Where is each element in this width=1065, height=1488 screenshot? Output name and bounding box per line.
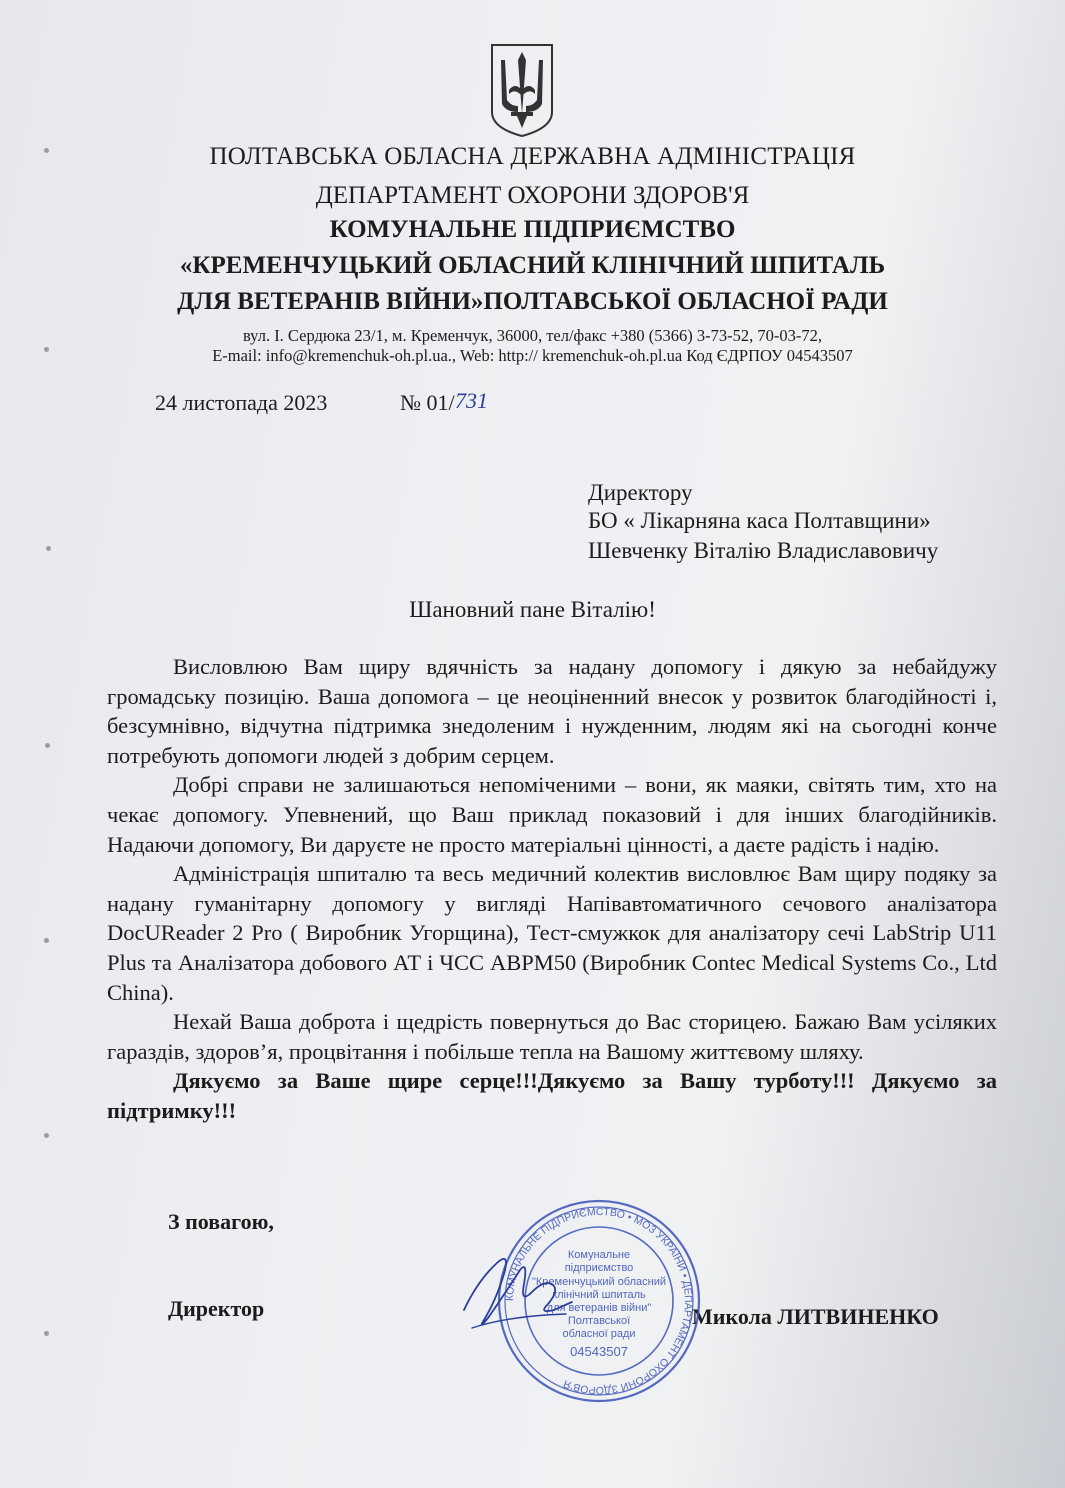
paragraph: Адміністрація шпиталю та весь медичний колектив висловлює Вам щиру подяку за надану гуманітарну допомогу у вигляді Напівавтоматичного сечового аналізатора DocUReader 2 Pro ( Виробник Угорщина), Тест-смужкок для аналізатору сечі LabStrip U11 Plus та Аналізатора добового АТ і ЧСС ABPM50 (Виробник Contec Medical Systems Co., Ltd China). [107, 861, 997, 1005]
punch-hole [44, 938, 49, 943]
stamp-text: "Кременчуцький обласний [531, 1276, 667, 1288]
header-address: вул. І. Сердюка 23/1, м. Кременчук, 36000, тел/факс +380 (5366) 3-73-52, 70-03-72, [242, 326, 823, 345]
coat-of-arms-icon [489, 42, 555, 138]
stamp-text: підприємство [564, 1262, 634, 1274]
stamp-outer-text: КОМУНАЛЬНЕ ПІДПРИЄМСТВО • МОЗ УКРАЇНИ • ДЕПАРТАМЕНТ ОХОРОНИ ЗДОРОВ'Я [503, 1205, 695, 1397]
recipient-organization: БО « Лікарняна каса Полтавщини» [588, 508, 931, 533]
stamp-text: обласної ради [562, 1328, 636, 1340]
header-line-enterprise: КОМУНАЛЬНЕ ПІДПРИЄМСТВО [329, 216, 736, 243]
punch-hole [44, 1331, 49, 1336]
header-line-department: ДЕПАРТАМЕНТ ОХОРОНИ ЗДОРОВ'Я [315, 182, 750, 209]
punch-hole [44, 1133, 49, 1138]
header-line-hospital: «КРЕМЕНЧУЦЬКИЙ ОБЛАСНИЙ КЛІНІЧНИЙ ШПИТАЛЬ [179, 252, 886, 279]
letter-number-label: № 01/ [400, 390, 455, 415]
paragraph: Висловлюю Вам щиру вдячність за надану допомогу і дякую за небайдужу громадську позицію. Ваша допомога – це неоціненний внесок у розвиток благодійності і, безсумнівно, відчутна підтримка знедоленим і нужденним, людям які на сьогодні конче потребують допомоги людей з добрим серцем. [107, 654, 997, 768]
header-contacts: E-mail: info@kremenchuk-oh.pl.ua., Web: http:// kremenchuk-oh.pl.ua Код ЄДРПОУ 04543507 [212, 346, 853, 365]
signatory-position: Директор [168, 1296, 265, 1321]
header-line-council: ДЛЯ ВЕТЕРАНІВ ВІЙНИ»ПОЛТАВСЬКОЇ ОБЛАСНОЇ РАДИ [177, 288, 888, 315]
letter-date: 24 листопада 2023 [155, 390, 328, 415]
punch-hole [45, 743, 50, 748]
recipient-position: Директору [588, 480, 693, 505]
signature [458, 1240, 578, 1340]
stamp-text: Полтавської [567, 1315, 631, 1327]
closing-regards: З повагою, [168, 1209, 274, 1234]
recipient-name: Шевченку Віталію Владиславовичу [588, 538, 939, 563]
stamp-text: для ветеранів війни" [546, 1302, 652, 1314]
signatory-name: Микола ЛИТВИНЕНКО [692, 1304, 939, 1329]
greeting: Шановний пане Віталію! [409, 597, 656, 622]
paragraph: Добрі справи не залишаються непоміченими – вони, як маяки, світять тим, хто на чекає допомогу. Упевнений, що Ваш приклад показовий і для інших благодійників. Надаючи допомогу, Ви даруєте не просто матеріальні цінності, а даєте радість і надію. [107, 772, 997, 857]
header-line-administration: ПОЛТАВСЬКА ОБЛАСНА ДЕРЖАВНА АДМІНІСТРАЦІЯ [209, 143, 856, 170]
letter-number-handwritten: 731 [455, 388, 488, 413]
letter-body [107, 652, 997, 1126]
punch-hole [46, 546, 51, 551]
paragraph-thanks: Дякуємо за Ваше щире серце!!!Дякуємо за Вашу турботу!!! Дякуємо за підтримку!!! [107, 1068, 997, 1123]
stamp-code: 04543507 [570, 1344, 628, 1359]
stamp-text: Комунальне [567, 1249, 631, 1261]
stamp-text: клінічний шпиталь [552, 1289, 646, 1301]
paragraph: Нехай Ваша доброта і щедрість повернуться до Вас сторицею. Бажаю Вам усіляких гараздів, здоров’я, процвітання і побільше тепла на Вашому життєвому шляху. [107, 1009, 997, 1064]
